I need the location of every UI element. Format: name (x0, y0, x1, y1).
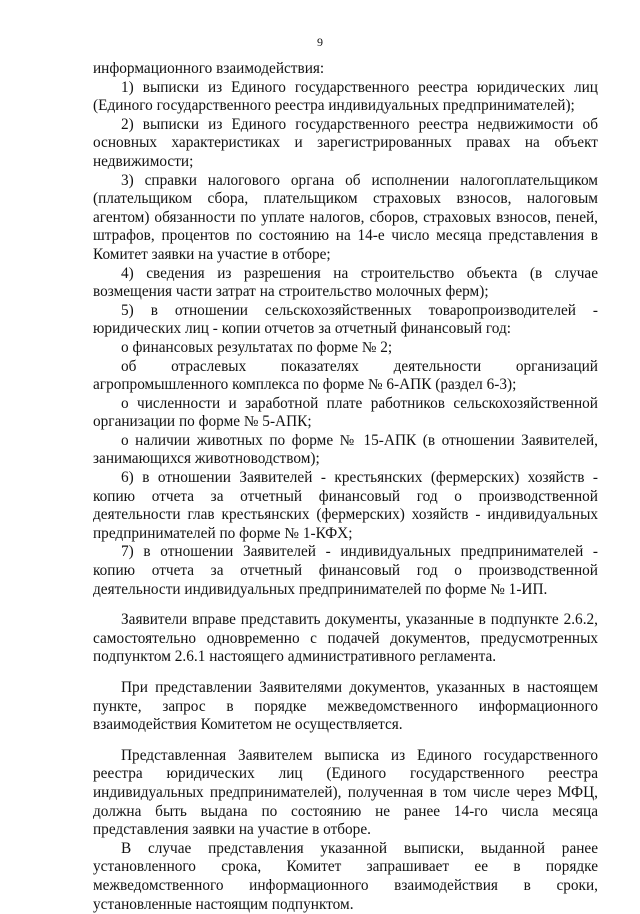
paragraph-extract-expired: В случае представления указанной выписки, выданной ранее установленного срока, Комитет запрашивает ее в порядке межведомственного информационного взаимодействия в сроки, установленные настоящим подпунктом. (93, 839, 598, 913)
page-number: 9 (317, 35, 323, 49)
paragraph-item-5-form-6apk: об отраслевых показателях деятельности организаций агропромышленного комплекса по форме № 6-АПК (раздел 6-3); (93, 357, 598, 394)
paragraph-item-5-form-5apk: о численности и заработной плате работников сельскохозяйственной организации по форме № 5-АПК; (93, 394, 598, 431)
paragraph-item-5: 5) в отношении сельскохозяйственных товаропроизводителей - юридических лиц - копии отчетов за отчетный финансовый год: (93, 301, 598, 338)
paragraph-applicants-right: Заявители вправе представить документы, указанные в подпункте 2.6.2, самостоятельно одновременно с подачей документов, предусмотренных подпунктом 2.6.1 настоящего административного регламента. (93, 611, 598, 666)
paragraph-item-4: 4) сведения из разрешения на строительство объекта (в случае возмещения части затрат на строительство молочных ферм); (93, 264, 598, 301)
paragraph-item-1: 1) выписки из Единого государственного реестра юридических лиц (Единого государственного реестра индивидуальных предпринимателей); (93, 78, 598, 115)
paragraph-item-2: 2) выписки из Единого государственного реестра недвижимости об основных характеристиках и зарегистрированных правах на объект недвижимости; (93, 115, 598, 170)
paragraph-item-3: 3) справки налогового органа об исполнении налогоплательщиком (плательщиком сбора, плательщиком страховых взносов, налоговым агентом) обязанности по уплате налогов, сборов, страховых взносов, пеней, штрафов, процентов по состоянию на 14-е число месяца представления в Комитет заявки на участие в отборе; (93, 171, 598, 263)
paragraph-intro: информационного взаимодействия: (93, 60, 325, 77)
paragraph-no-request: При представлении Заявителями документов, указанных в настоящем пункте, запрос в порядке межведомственного информационного взаимодействия Комитетом не осуществляется. (93, 679, 598, 734)
paragraph-item-7: 7) в отношении Заявителей - индивидуальных предпринимателей - копию отчета за отчетный финансовый год о производственной деятельности индивидуальных предпринимателей по форме № 1-ИП. (93, 543, 598, 598)
paragraph-item-6: 6) в отношении Заявителей - крестьянских (фермерских) хозяйств - копию отчета за отчетный финансовый год о производственной деятельности глав крестьянских (фермерских) хозяйств - индивидуальных предпринимателей по форме № 1-КФХ; (93, 469, 598, 542)
document-body (93, 60, 598, 914)
paragraph-item-5-form-2: о финансовых результатах по форме № 2; (121, 338, 393, 356)
paragraph-extract-validity: Представленная Заявителем выписка из Единого государственного реестра юридических лиц (Единого государственного реестра индивидуальных предпринимателей), полученная в том числе через МФЦ, должна быть выдана по состоянию не ранее 14-го числа месяца представления заявки на участие в отборе. (93, 746, 598, 839)
paragraph-item-5-form-15apk: о наличии животных по форме № 15-АПК (в отношении Заявителей, занимающихся животноводством); (93, 431, 598, 468)
